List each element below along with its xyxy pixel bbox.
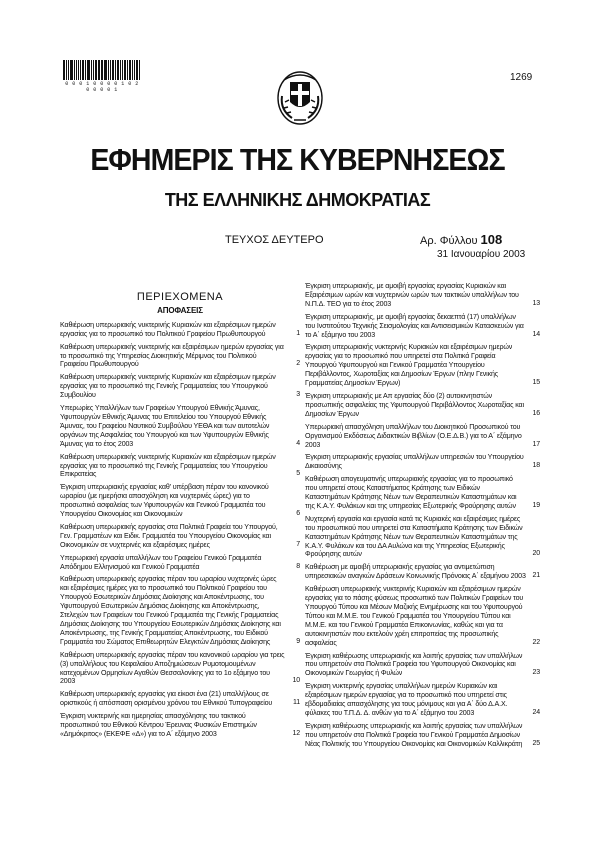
- entry-page-number: 22: [532, 638, 540, 646]
- entry-text: Καθιέρωση υπερωριακής νυκτερινής Κυριακών και εξαιρέσιμων ημερών εργασίας για το πάσης φύσεως προσωπικό των Πολιτικών Γραφείων του Υπουργού Τύπου και Μέσων Μαζικής Ενημέρωσης και του Υφυπουργού Τύπου και Μ.Μ.Ε. του Γενικού Γραμματέα του Υπουργείου Τύπου και Μ.Μ.Ε. και του Γενικού Γραμματέα Επικοινωνίας, καθώς και για τα αυτοκινητιστών που εκτελούν χρέη επιτροπείας της προσωπικής ασφαλείας: [305, 585, 524, 647]
- barcode-bar: [120, 60, 121, 80]
- entry-page-number: 15: [532, 379, 540, 387]
- entry-text: Έγκριση υπερωριακής εργασίας υπαλλήλων υπηρεσιών του Υπουργείου Δικαιοσύνης: [305, 453, 524, 471]
- barcode-bar: [115, 60, 116, 80]
- contents-entry: [60, 712, 300, 739]
- barcode-bar: [122, 60, 123, 80]
- entry-page-number: 14: [532, 330, 540, 338]
- entry-text: Έγκριση υπερωριακής νυκτερινής Κυριακών και εξαιρέσιμων ημερών εργασίας για το προσωπικό που υπηρετεί στα Πολιτικά Γραφεία Υπουργού Υφυπουργού και Γενικού Γραμματέα Υπουργείου Περιβάλλοντος, Χωροταξίας και Δημοσίων Έργων (πλην Γενικής Γραμματείας Δημοσίων Έργων): [305, 343, 513, 388]
- barcode-bar: [108, 60, 109, 80]
- sheet-label: Αρ. Φύλλου: [420, 235, 478, 247]
- contents-entry: [305, 423, 540, 450]
- entry-text: Έγκριση υπερωριακής με Απ εργασίας δύο (2) αυτοκινητιστών προσωπικής ασφαλείας της Υφυπουργού Περιβάλλοντος Χωροταξίας και Δημοσίων Έργων: [305, 391, 524, 418]
- barcode-bar: [112, 60, 114, 80]
- barcode-bar: [91, 60, 92, 80]
- contents-entry: [305, 515, 540, 560]
- contents-entry: [305, 722, 540, 749]
- entry-page-number: 24: [532, 708, 540, 716]
- entry-page-number: 3: [296, 391, 300, 399]
- barcode-bar: [63, 60, 65, 80]
- entry-text: Καθιέρωση υπερωριακής εργασίας για είκοσι ένα (21) υπαλλήλους σε οριστικούς ή απόσπαση ορισμένου χρόνου του Εθνικού Τυπογραφείου: [60, 690, 273, 708]
- entry-page-number: 11: [293, 699, 300, 707]
- entry-page-number: 10: [292, 677, 300, 685]
- entry-page-number: 17: [532, 440, 540, 448]
- barcode-bar: [76, 60, 78, 80]
- entry-text: Καθιέρωση υπερωριακής νυκτερινής και εξαιρέσιμων ημερών εργασίας για το προσωπικό της Υπηρεσίας Διοικητικής Μέριμνας του Πολιτικού Γραφείου Πρωθυπουργού: [60, 342, 284, 369]
- entry-page-number: 25: [532, 739, 540, 747]
- entry-page-number: 9: [296, 637, 300, 645]
- entry-page-number: 8: [296, 562, 300, 570]
- barcode-bar: [102, 60, 103, 80]
- contents-entry: [60, 690, 300, 708]
- entry-text: Υπερωρίες Υπαλλήλων των Γραφείων Υπουργού Εθνικής Άμυνας, Υφυπουργών Εθνικής Άμυνας του Επιτελείου του Υπουργού Εθνικής Άμυνας, του Γραφείου Ναυτικού Συμβούλου ΥΕΘΑ και των αυτοτελών οργάνων της Ασφαλείας του Υπουργού και των Υφυπουργών Εθνικής Άμυνας για το έτος 2003: [60, 404, 270, 448]
- contents-entry: [60, 453, 300, 480]
- contents-entry: [305, 282, 540, 309]
- contents-entry: [305, 652, 540, 679]
- contents-entry: [60, 404, 300, 449]
- barcode-bar: [87, 60, 90, 80]
- entry-page-number: 21: [532, 572, 540, 580]
- barcode-bar: [70, 60, 73, 80]
- barcode: [63, 60, 141, 93]
- entry-page-number: 19: [532, 501, 540, 509]
- barcode-bar: [139, 60, 140, 80]
- barcode-bar: [85, 60, 86, 80]
- contents-entry: [305, 392, 540, 419]
- entry-page-number: 6: [296, 510, 300, 518]
- contents-entry: [60, 321, 300, 339]
- contents-right-list: [305, 282, 540, 749]
- barcode-bar: [124, 60, 127, 80]
- barcode-bar: [132, 60, 133, 80]
- barcode-bar: [129, 60, 131, 80]
- barcode-bar: [98, 60, 100, 80]
- barcode-bar: [95, 60, 97, 80]
- entry-page-number: 12: [292, 729, 300, 737]
- barcode-bar: [68, 60, 69, 80]
- barcode-bar: [127, 60, 128, 80]
- contents-entry: [305, 682, 540, 718]
- entry-text: Έγκριση υπερωριακής, με αμοιβή εργασίας δεκαεπτά (17) υπαλλήλων του Ινστιτούτου Τεχνικής Σεισμολογίας και Αντισεισμικών Κατασκευών για το Α΄ εξάμηνο του 2003: [305, 312, 524, 339]
- newspaper-subtitle: ΤΗΣ ΕΛΛΗΝΙΚΗΣ ΔΗΜΟΚΡΑΤΙΑΣ: [164, 190, 431, 210]
- contents-entry: [305, 313, 540, 340]
- barcode-bar: [78, 60, 79, 80]
- issue-date: 31 Ιανουαρίου 2003: [437, 249, 526, 260]
- barcode-bar: [117, 60, 119, 80]
- barcode-bar: [134, 60, 135, 80]
- contents-entry: [60, 651, 300, 687]
- barcode-bar: [80, 60, 81, 80]
- entry-text: Υπερωριακή εργασία υπαλλήλων του Γραφείου Γενικού Γραμματέα Απόδημου Ελληνισμού και Γενικού Γραμματέα: [60, 553, 262, 571]
- contents-entry: [60, 554, 300, 572]
- sheet-value: 108: [480, 232, 503, 247]
- contents-entry: [60, 373, 300, 400]
- barcode-bar: [66, 60, 67, 80]
- entry-text: Νυχτερινή εργασία και εργασία κατά τις Κυριακές και εξαιρέσιμες ημέρες του προσωπικού που υπηρετεί στα Καταστήματα Κράτησης των Ειδικών Καταστημάτων Κράτησης Νέων των Θεραπευτικών Καταστημάτων της Κ.Α.Υ. Φυλάκων και του ΔΑ Αυλώνα και της Υπηρεσίας Εξωτερικής Φρούρησης αυτών: [305, 514, 523, 559]
- contents-entry: [305, 475, 540, 511]
- entry-page-number: 1: [296, 329, 300, 337]
- greek-coat-of-arms-icon: [276, 66, 324, 126]
- entry-page-number: 7: [296, 540, 300, 548]
- contents-heading: ΠΕΡΙΕΧΟΜΕΝΑ: [136, 291, 224, 303]
- contents-entry: [60, 575, 300, 646]
- entry-text: Έγκριση νυκτερινής εργασίας υπαλλήλων ημερών Κυριακών και εξαιρέσιμων ημερών εργασίας για το προσωπικό που υπηρετεί στις εβδομαδιαίας απασχόλησης για τους μόνιμους και για Α΄ δύο Δ.Α.Χ. φύλακες του Τ.Π.Δ. Δ. ανθών για το Α΄ εξάμηνο του 2003: [305, 682, 508, 717]
- entry-text: Καθιέρωση υπερωριακής εργασίας πέραν του κανονικού ωραρίου για τρεις (3) υπαλλήλους του Κεφαλαίου Αποζημιώσεων Ρυμοτομουμένων κατεχομένων Ορμησίων Αγαθών Θεσσαλονίκης για το 1ο εξάμηνο του 2003: [60, 650, 285, 686]
- contents-entry: [305, 343, 540, 388]
- barcode-bar: [101, 60, 102, 80]
- entry-text: Καθιέρωση υπερωριακής εργασίας πέραν του ωραρίου νυχτερινές ώρες και εξαιρέσιμες ημέρες για το προσωπικό του Πολιτικού Γραφείου του Υπουργού Εσωτερικών Δημόσιας Διοίκησης και Αποκέντρωσης, του Υφυπουργού Εσωτερικών Δημόσιας Διοίκησης και Αποκέντρωσης, Στελεχών των Γραφείων του Γενικού Γραμματέα της Γενικής Γραμματείας Δημόσιας Διοίκησης του Υπουργείου Εσωτερικών Δημόσιας Διοίκησης και Αποκέντρωσης, της Γενικής Γραμματείας Αποκέντρωσης, του Ειδικού Γραμματέα του Σώματος Επιθεωρητών Ελεγκτών Δημόσιας Διοίκησης: [60, 575, 281, 646]
- sheet-number: [420, 232, 502, 247]
- contents-left-column: [60, 293, 300, 743]
- entry-page-number: 4: [296, 439, 300, 447]
- entry-text: Έγκριση καθιέρωσης υπερωριακής και λοιπής εργασίας των υπαλλήλων που υπηρετούν στα Πολιτικά Γραφεία του Υφυπουργού Οικονομίας και Οικονομικών Γεωργίας ή Φυλών: [305, 651, 523, 678]
- entry-text: Έγκριση υπερωριακής, με αμοιβή εργασίας εργασίας Κυριακών και Εξαιρέσιμων ωρών και νυχτερινών ωρών των τακτικών υπαλλήλων του Ν.Π.Δ. ΤΕΟ για το έτος 2003: [305, 282, 519, 308]
- barcode-bar: [104, 60, 107, 80]
- contents-entry: [60, 343, 300, 370]
- entry-page-number: 5: [296, 470, 300, 478]
- barcode-bar: [136, 60, 138, 80]
- contents-right-column: [305, 282, 540, 753]
- entry-text: Καθιέρωση υπερωριακής νυκτερινής Κυριακών και εξαιρέσιμων ημερών εργασίας για το προσωπικό της Γενικής Γραμματείας του Υπουργικού Συμβουλίου: [60, 373, 276, 400]
- page-number: 1269: [510, 72, 533, 83]
- issue-type: ΤΕΥΧΟΣ ΔΕΥΤΕΡΟ: [225, 234, 324, 246]
- entry-text: Καθιέρωση απογευματινής υπερωριακής εργασίας για το προσωπικό που υπηρετεί στους Καταστήματος Κράτησης των Ειδικών Καταστημάτων Κράτησης Νέων των Θεραπευτικών Καταστημάτων και της Κ.Α.Υ. Φυλάκων και της υπηρεσίας Εξωτερικής Φρούρησης αυτών: [305, 475, 517, 510]
- barcode-bar: [82, 60, 84, 80]
- entry-page-number: 23: [532, 669, 540, 677]
- entry-page-number: 13: [532, 299, 540, 307]
- entry-text: Έγκριση νυκτερινής και ημερησίας απασχόλησης του τακτικού προσωπικού του Εθνικού Κέντρου Έρευνας Φυσικών Επιστημών «Δημόκριτος» (ΕΚΕΦΕ «Δ») για το Α΄ εξάμηνο 2003: [60, 712, 257, 738]
- newspaper-title: ΕΦΗΜΕΡΙΣ ΤΗΣ ΚΥΒΕΡΝΗΣΕΩΣ: [90, 142, 505, 177]
- contents-left-list: [60, 321, 300, 739]
- decisions-heading: ΑΠΟΦΑΣΕΙΣ: [157, 305, 203, 315]
- contents-entry: [305, 453, 540, 471]
- entry-page-number: 16: [532, 409, 540, 417]
- entry-page-number: 2: [296, 360, 300, 368]
- entry-text: Καθιέρωση υπερωριακής νυκτερινής Κυριακών και εξαιρέσιμων ημερών εργασίας για το προσωπικό του Πολιτικού Γραφείου Πρωθυπουργού: [60, 320, 276, 338]
- entry-page-number: 18: [532, 462, 540, 470]
- contents-entry: [305, 563, 540, 581]
- entry-text: Καθιέρωση υπερωριακής εργασίας στα Πολιτικά Γραφεία του Υπουργού, Γεν. Γραμματέων και Ειδικ. Γραμματέα του Υπουργείου Οικονομίας και Οικονομικών σε νυχτερινές και εξαιρέσιμες ημέρες: [60, 522, 278, 549]
- barcode-bar: [110, 60, 111, 80]
- barcode-bars: [63, 60, 141, 80]
- entry-text: Έγκριση καθιέρωσης υπερωριακής και λοιπής εργασίας των υπαλλήλων που υπηρετούν στα Πολιτικά Γραφεία του Γενικού Γραμματέα Δημοσίων Νέας Πολιτικής του Υπουργείου Οικονομίας και Οικονομικών Καλλικράτη: [305, 721, 523, 748]
- barcode-bar: [74, 60, 75, 80]
- barcode-number: 0 0 0 1 0 0 0 0 1 0 2 0 0 0 0 1: [65, 81, 139, 93]
- entry-text: Έγκριση υπερωριακής εργασίας καθ' υπέρβαση πέραν του κανονικού ωραρίου (με ημερήσια απασχόληση και νυχτερινές ώρες) για το προσωπικό ασφαλείας των Υφυπουργών και Γενικού Γραμματέα του Υπουργείου Οικονομίας και Οικονομικών: [60, 483, 269, 519]
- entry-text: Καθιέρωση με αμοιβή υπερωριακής εργασίας για αντιμετώπιση υπηρεσιακών αναγκών Δράσεων Κοινωνικής Πρόνοιας Α΄ εξαμήνου 2003: [305, 563, 526, 581]
- contents-entry: [305, 585, 540, 647]
- contents-entry: [60, 523, 300, 550]
- entry-text: Υπερωριακή απασχόληση υπαλλήλων του Διοικητικού Προσωπικού του Οργανισμού Εκδόσεως Διδακτικών Βιβλίων (Ο.Ε.Δ.Β.) για το Α΄ εξάμηνο 2003: [305, 422, 522, 449]
- entry-text: Καθιέρωση υπερωριακής νυκτερινής Κυριακών και εξαιρέσιμων ημερών εργασίας για το προσωπικό της Γενικής Γραμματείας του Υπουργείου Επικρατείας: [60, 452, 276, 479]
- barcode-bar: [93, 60, 94, 80]
- contents-entry: [60, 483, 300, 519]
- entry-page-number: 20: [532, 550, 540, 558]
